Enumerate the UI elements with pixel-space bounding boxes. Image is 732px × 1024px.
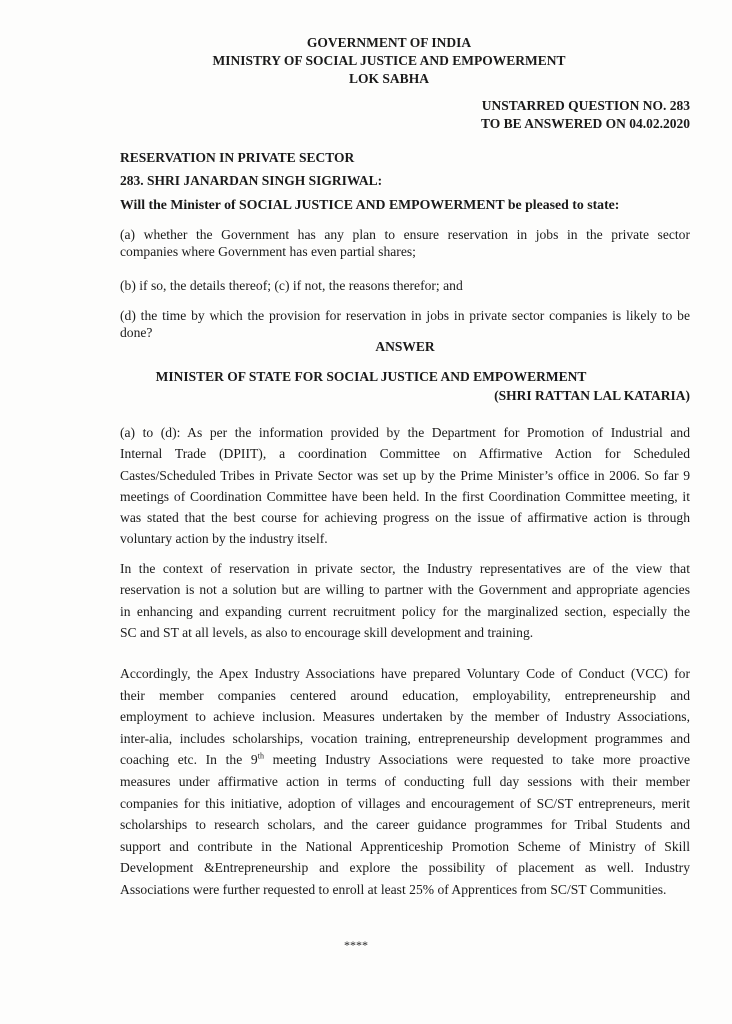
line-start: coaching etc. In the 9 [120,752,258,768]
end-mark: **** [344,938,368,952]
paragraph-line: employment to achieve inclusion. Measures undertaken by the member of Industry Associations, [120,709,690,725]
paragraph-line: SC and ST at all levels, as also to encourage skill development and training. [120,624,534,640]
minister-name: (SHRI RATTAN LAL KATARIA) [494,388,690,403]
question-d-line: done? [120,325,153,340]
minister-title: MINISTER OF STATE FOR SOCIAL JUSTICE AND EMPOWERMENT [155,369,587,384]
paragraph-line: companies for this initiative, adoption of villages and encouragement of SC/ST entrepreneurs, merit [120,795,690,811]
paragraph-line: Development &Entrepreneurship and explore the possibility of placement as well. Industry [120,860,690,876]
paragraph-line: (a) to (d): As per the information provided by the Department for Promotion of Industrial and [120,425,690,440]
paragraph-line: Accordingly, the Apex Industry Associations have prepared Voluntary Code of Conduct (VCC) for [120,666,690,681]
header-government: GOVERNMENT OF INDIA [306,35,472,50]
paragraph-line: support and contribute in the National Apprenticeship Promotion Scheme of Ministry of Skill [120,838,690,854]
paragraph-line: reservation is not a solution but are willing to partner with the Government and appropriate agencies [120,582,690,598]
paragraph-line: in enhancing and expanding current recruitment policy for the marginalized section, especially the [120,603,690,619]
question-a-line: companies where Government has even partial shares; [120,244,416,259]
line-rest: meeting Industry Associations were requested to take more proactive [263,752,690,768]
question-bc: (b) if so, the details thereof; (c) if not, the reasons therefor; and [120,278,463,293]
paragraph-line: voluntary action by the industry itself. [120,531,328,547]
paragraph-line [120,749,690,771]
paragraph-line: Internal Trade (DPIIT), a coordination Committee on Affirmative Action for Scheduled [120,446,690,462]
header-house: LOK SABHA [349,71,429,86]
ordinal-suffix: th [257,751,264,761]
answer-paragraph-1 [120,422,690,550]
header-ministry: MINISTRY OF SOCIAL JUSTICE AND EMPOWERMENT [212,53,566,68]
question-d [120,307,690,341]
paragraph-line: scholarships to research scholars, and the career guidance programmes for Tribal Students and [120,817,690,833]
question-a [120,226,690,260]
question-a-line: (a) whether the Government has any plan to ensure reservation in jobs in the private sector [120,227,690,242]
paragraph-line: Castes/Scheduled Tribes in Private Sector was set up by the Prime Minister’s office in 2006. So far 9 [120,467,690,483]
question-intro: Will the Minister of SOCIAL JUSTICE AND EMPOWERMENT be pleased to state: [120,197,620,212]
question-number: UNSTARRED QUESTION NO. 283 [481,98,690,113]
answer-paragraph-3 [120,663,690,901]
paragraph-line: measures under affirmative action in terms of conducting full day sessions with their member [120,773,690,789]
paragraph-line: meetings of Coordination Committee have been held. In the first Coordination Committee meeting, it [120,488,690,504]
paragraph-line: Associations were further requested to enroll at least 25% of Apprentices from SC/ST Communities. [120,881,667,897]
answer-paragraph-2 [120,558,690,643]
paragraph-line: their member companies centered around education, employability, entrepreneurship and [120,687,690,703]
paragraph-line: was stated that the best course for achieving progress on the issue of affirmative action is through [120,510,690,526]
subject-title: RESERVATION IN PRIVATE SECTOR [120,150,355,165]
paragraph-line: In the context of reservation in private sector, the Industry representatives are of the view that [120,561,690,576]
answer-heading: ANSWER [375,339,435,354]
paragraph-line: inter-alia, includes scholarships, vocation training, entrepreneurship development programmes and [120,730,690,746]
questioner-name: 283. SHRI JANARDAN SINGH SIGRIWAL: [120,173,383,188]
question-d-line: (d) the time by which the provision for reservation in jobs in private sector companies is likely to be [120,308,690,323]
answer-date: TO BE ANSWERED ON 04.02.2020 [480,116,690,131]
